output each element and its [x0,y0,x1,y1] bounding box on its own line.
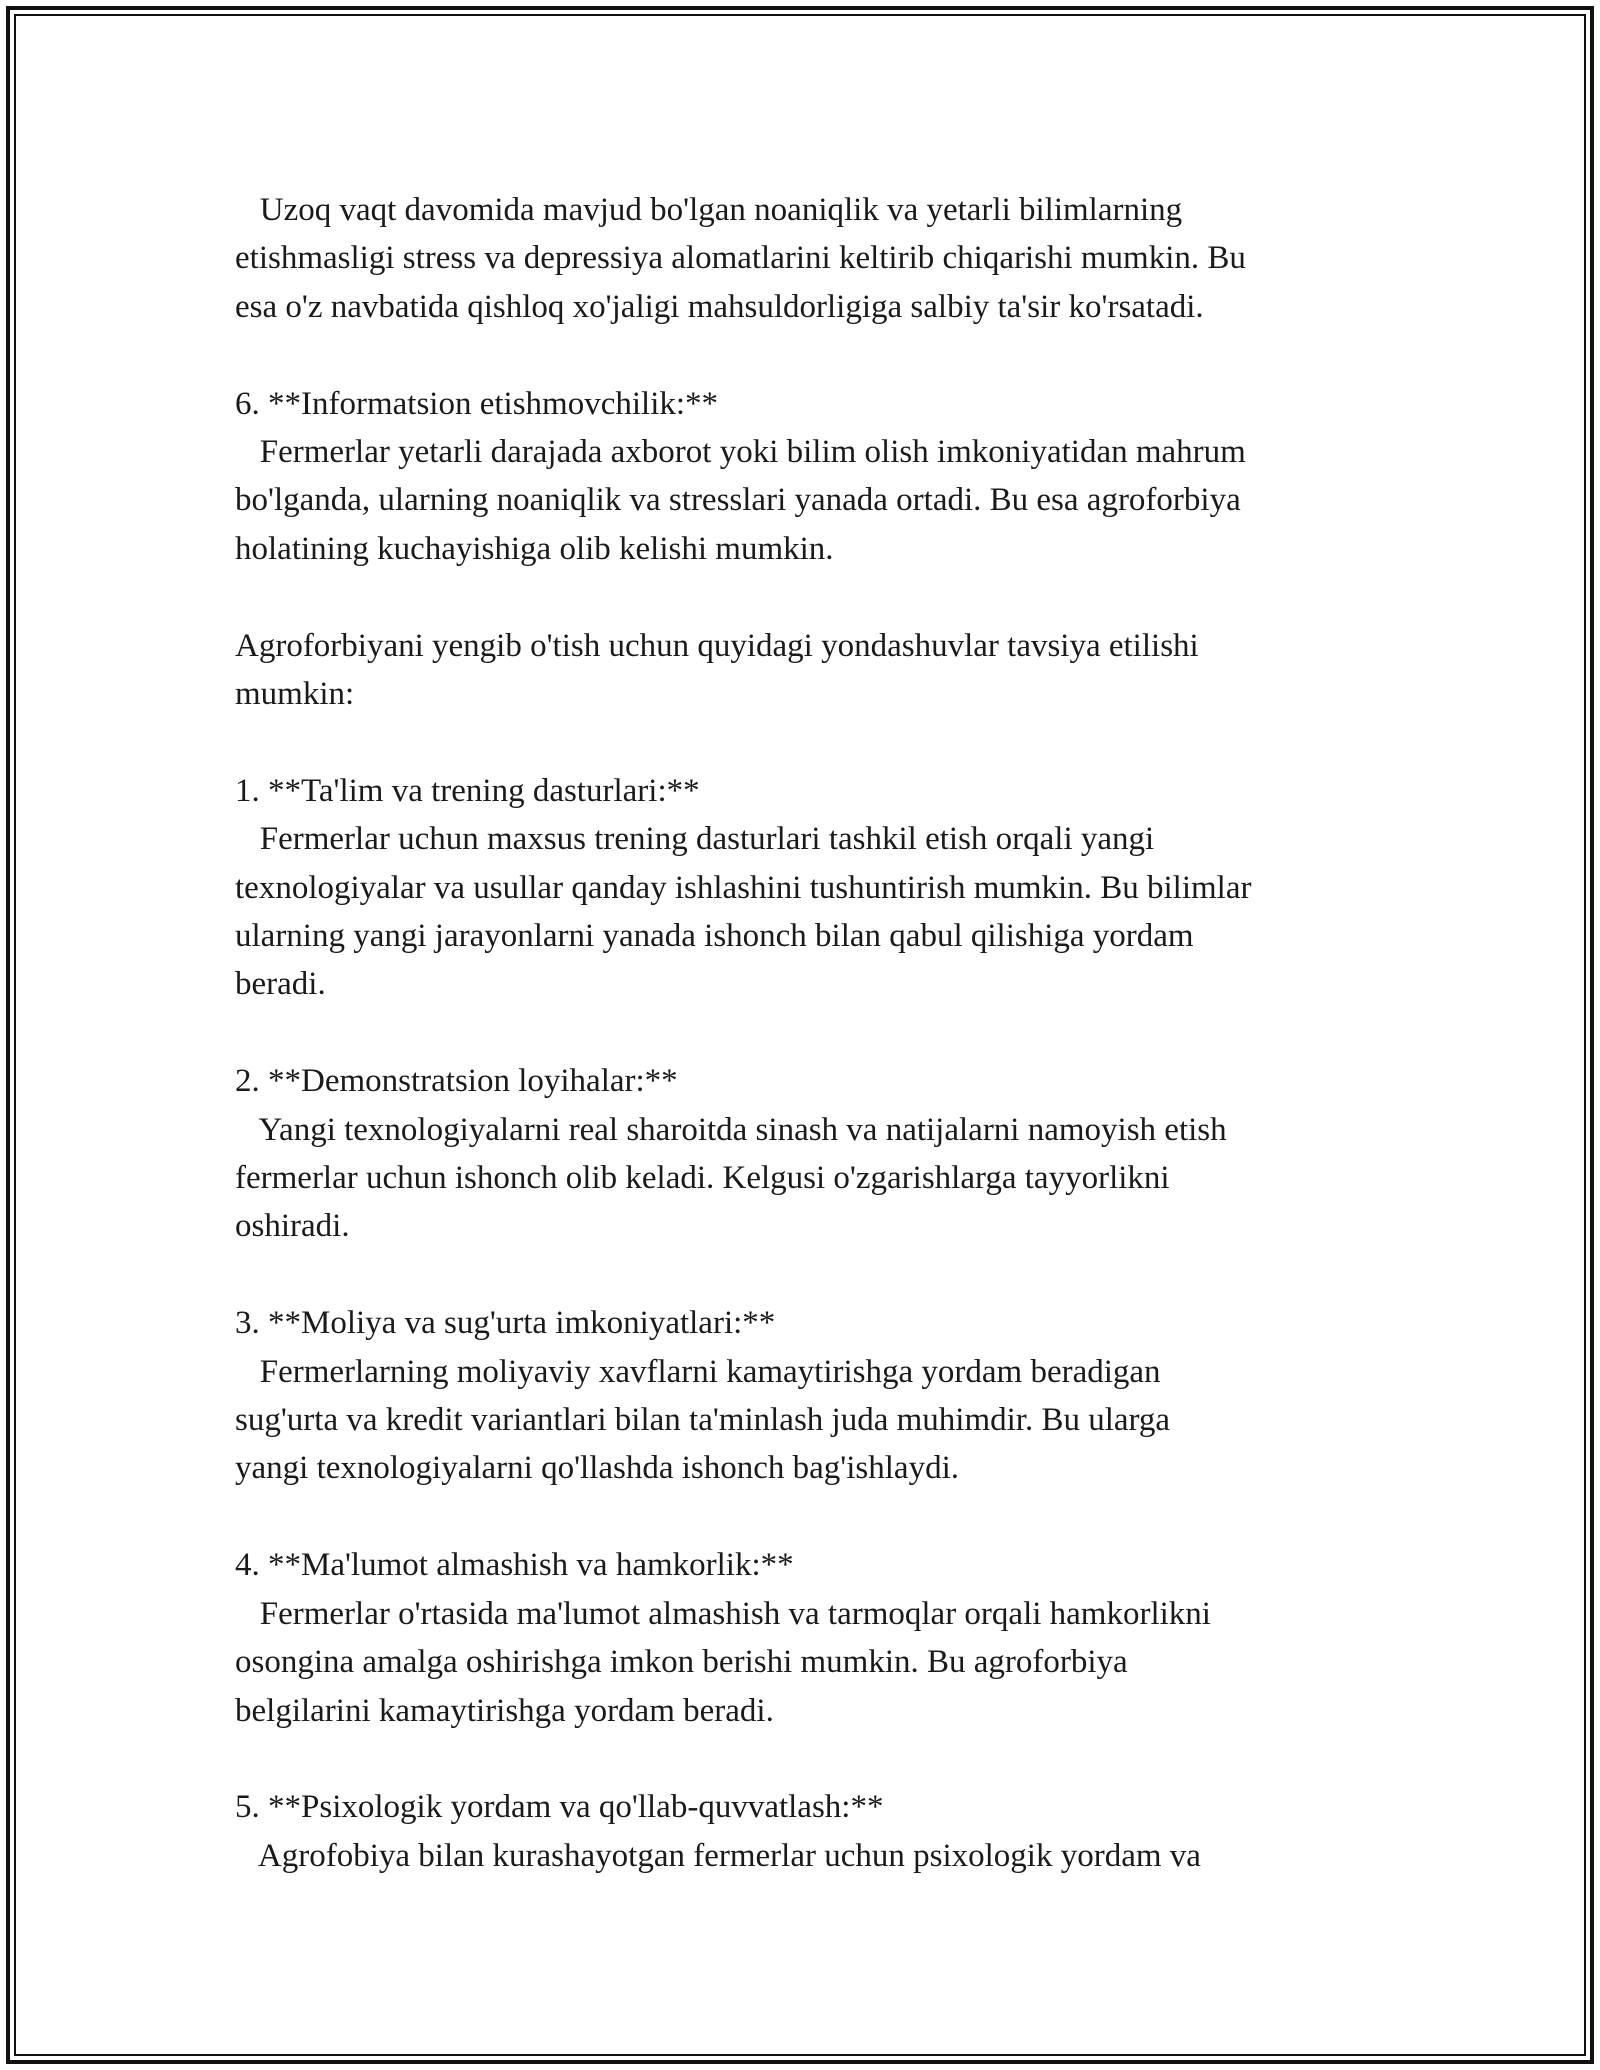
text-line: osongina amalga oshirishga imkon berishi mumkin. Bu agroforbiya [235,1644,1128,1681]
text-line: Agrofobiya bilan kurashayotgan fermerlar uchun psixologik yordam va [235,1837,1201,1874]
text-line: Fermerlar yetarli darajada axborot yoki bilim olish imkoniyatidan mahrum [235,434,1246,471]
text-line: holatining kuchayishiga olib kelishi mumkin. [235,530,834,567]
blank-line [235,1009,1395,1057]
section-heading: 5. **Psixologik yordam va qo'llab-quvvatlash:** [235,1789,884,1826]
blank-line [235,718,1395,766]
blank-line [235,1493,1395,1541]
blank-line [235,1735,1395,1783]
text-line: yangi texnologiyalarni qo'llashda ishonch bag'ishlaydi. [235,1450,960,1487]
text-line: belgilarini kamaytirishga yordam beradi. [235,1692,774,1729]
blank-line [235,1251,1395,1299]
text-line: etishmasligi stress va depressiya alomatlarini keltirib chiqarishi mumkin. Bu [235,240,1246,277]
text-line: oshiradi. [235,1208,350,1245]
text-line: esa o'z navbatida qishloq xo'jaligi mahsuldorligiga salbiy ta'sir ko'rsatadi. [235,288,1204,325]
text-line: Fermerlar uchun maxsus trening dasturlari tashkil etish orqali yangi [235,821,1155,858]
section-heading: 2. **Demonstratsion loyihalar:** [235,1063,678,1100]
text-line: fermerlar uchun ishonch olib keladi. Kelgusi o'zgarishlarga tayyorlikni [235,1160,1170,1197]
text-line: Fermerlar o'rtasida ma'lumot almashish va tarmoqlar orqali hamkorlikni [235,1595,1211,1632]
section-heading: 6. **Informatsion etishmovchilik:** [235,385,719,422]
text-line: ularning yangi jarayonlarni yanada ishonch bilan qabul qilishiga yordam [235,918,1194,955]
text-line: bo'lganda, ularning noaniqlik va stresslari yanada ortadi. Bu esa agroforbiya [235,482,1241,519]
text-line: Agroforbiyani yengib o'tish uchun quyidagi yondashuvlar tavsiya etilishi [235,627,1199,664]
text-line: Fermerlarning moliyaviy xavflarni kamaytirishga yordam beradigan [235,1353,1161,1390]
text-line: beradi. [235,966,326,1003]
document-body [235,186,1395,1880]
text-line: texnologiyalar va usullar qanday ishlashini tushuntirish mumkin. Bu bilimlar [235,869,1252,906]
section-heading: 1. **Ta'lim va trening dasturlari:** [235,772,700,809]
section-heading: 4. **Ma'lumot almashish va hamkorlik:** [235,1547,794,1584]
text-line: Yangi texnologiyalarni real sharoitda sinash va natijalarni namoyish etish [235,1111,1227,1148]
text-line: mumkin: [235,676,355,713]
text-line: Uzoq vaqt davomida mavjud bo'lgan noaniqlik va yetarli bilimlarning [235,192,1183,228]
blank-line [235,573,1395,621]
text-line: sug'urta va kredit variantlari bilan ta'minlash juda muhimdir. Bu ularga [235,1402,1171,1439]
section-heading: 3. **Moliya va sug'urta imkoniyatlari:** [235,1305,776,1342]
blank-line [235,331,1395,379]
